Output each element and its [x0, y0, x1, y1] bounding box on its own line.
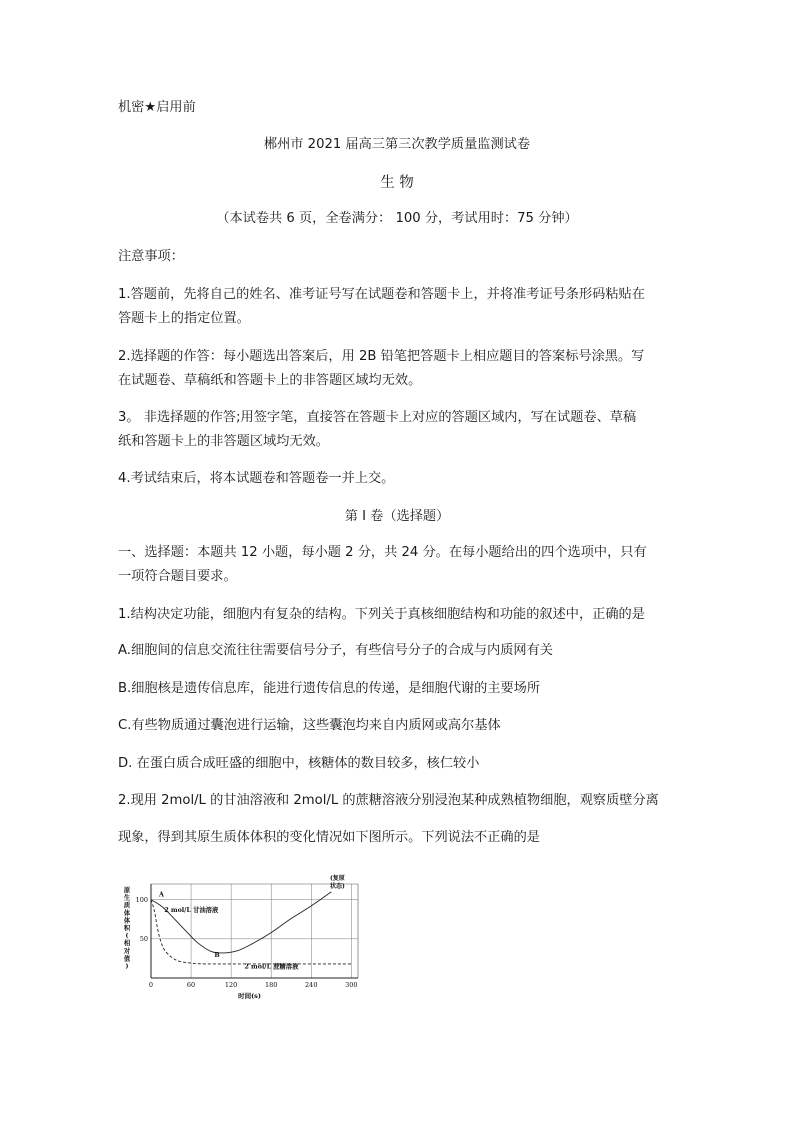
y-tick-label-0: 100 — [135, 895, 148, 904]
y-tick-label-1: 50 — [139, 935, 148, 944]
subject-title: 生 物 — [380, 175, 414, 191]
point-b-label: B — [214, 951, 220, 959]
confidential-label: 机密★启用前 — [118, 100, 196, 115]
note-1-line-1: 1.答题前，先将自己的姓名、准考证号写在试题卷和答题卡上，并将准考证号条形码粘贴在 — [118, 287, 645, 302]
note-3-line-1: 3。 非选择题的作答;用签字笔，直接答在答题卡上对应的答题区域内，写在试题卷、草稿 — [118, 410, 637, 425]
note-2-line-1: 2.选择题的作答：每小题选出答案后，用 2B 铅笔把答题卡上相应题目的答案标号涂黑。写 — [118, 349, 645, 364]
x-tick-label-0: 0 — [148, 981, 154, 989]
recovered-label-line-2: 状态) — [329, 883, 345, 890]
question-1-option-d: D. 在蛋白质合成旺盛的细胞中，核糖体的数目较多，核仁较小 — [118, 756, 480, 771]
exam-title: 郴州市 2021 届高三第三次教学质量监测试卷 — [263, 137, 531, 152]
x-tick-label-2: 120 — [224, 981, 238, 989]
note-4-line-1: 4.考试结束后，将本试题卷和答题卷一并上交。 — [118, 471, 395, 486]
question-2-stem-line-2: 现象，得到其原生质体体积的变化情况如下图所示。下列说法不正确的是 — [118, 830, 540, 845]
volume-time-chart — [118, 870, 368, 1002]
note-3-line-2: 纸和答题卡上的非答题区域均无效。 — [118, 434, 329, 449]
x-tick-label-1: 60 — [186, 981, 196, 989]
question-1-option-a: A.细胞间的信息交流往往需要信号分子，有些信号分子的合成与内质网有关 — [118, 643, 553, 658]
section-intro-line-1: 一、选择题：本题共 12 小题，每小题 2 分，共 24 分。在每小题给出的四个选项中，只有 — [118, 545, 647, 560]
series-line-glycerol — [151, 892, 331, 953]
x-tick-label-3: 180 — [264, 981, 278, 989]
question-1-stem: 1.结构决定功能，细胞内有复杂的结构。下列关于真核细胞结构和功能的叙述中，正确的是 — [118, 607, 645, 622]
note-2-line-2: 在试题卷、草稿纸和答题卡上的非答题区域均无效。 — [118, 373, 422, 388]
question-1-option-b: B.细胞核是遗传信息库，能进行遗传信息的传递，是细胞代谢的主要场所 — [118, 681, 541, 696]
point-a-label: A — [159, 891, 164, 899]
x-axis-label: 时间(s) — [238, 992, 261, 1000]
note-1-line-2: 答题卡上的指定位置。 — [118, 311, 250, 326]
recovered-label-line-1: (复原 — [329, 875, 345, 882]
x-tick-label-4: 240 — [305, 981, 318, 989]
chart-series — [151, 892, 351, 964]
y-axis-label: 原生质体体积(相对值) — [123, 887, 131, 970]
question-2-stem-line-1: 2.现用 2mol/L 的甘油溶液和 2mol/L 的蔗糖溶液分别浸泡某种成熟植物细胞，观察质壁分离 — [118, 793, 659, 808]
section-intro-line-2: 一项符合题目要求。 — [118, 569, 237, 584]
notes-heading: 注意事项： — [118, 249, 184, 264]
series-label-sucrose: 2 mol/L 蔗糖溶液 — [244, 963, 299, 971]
chart-labels — [123, 874, 358, 1000]
section-title: 第 I 卷（选择题） — [344, 509, 450, 524]
question-1-option-c: C.有些物质通过囊泡进行运输，这些囊泡均来自内质网或高尔基体 — [118, 718, 501, 733]
x-tick-label-5: 300 — [345, 981, 358, 989]
series-label-glycerol: 2 mol/L 甘油溶液 — [164, 907, 219, 915]
exam-info: （本试卷共 6 页，全卷满分： 100 分，考试用时：75 分钟） — [216, 211, 578, 226]
